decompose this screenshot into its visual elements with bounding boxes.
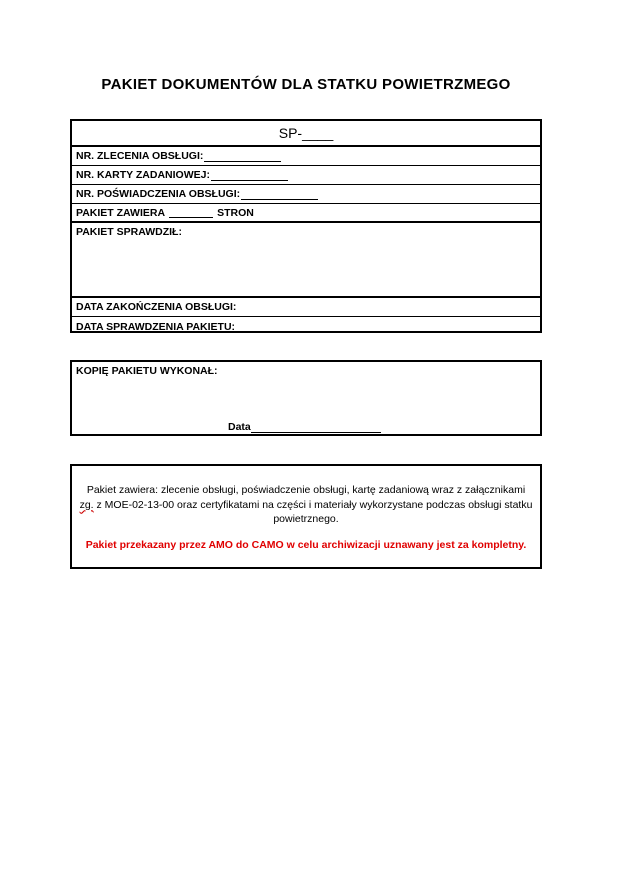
copy-date-row bbox=[228, 421, 381, 433]
info-section-box bbox=[70, 464, 542, 569]
package-check-date-label: DATA SPRAWDZENIA PAKIETU: bbox=[76, 320, 236, 333]
package-contains-label: PAKIET ZAWIERA bbox=[76, 206, 166, 219]
document-title: PAKIET DOKUMENTÓW DLA STATKU POWIETRZMEGO bbox=[101, 76, 511, 93]
pages-suffix-label: STRON bbox=[217, 206, 254, 219]
checked-by-label: PAKIET SPRAWDZIŁ: bbox=[76, 226, 182, 238]
service-order-field[interactable] bbox=[204, 151, 281, 162]
service-certificate-label: NR. POŚWIADCZENIA OBSŁUGI: bbox=[76, 188, 241, 200]
info-text-part1: Pakiet zawiera: zlecenie obsługi, poświadczenie obsługi, kartę zadaniową wraz z załącznikami bbox=[86, 484, 526, 496]
task-card-label: NR. KARTY ZADANIOWEJ: bbox=[76, 169, 210, 181]
copy-date-label: Data bbox=[228, 421, 251, 433]
task-card-field[interactable] bbox=[211, 170, 288, 181]
info-text bbox=[76, 483, 536, 527]
service-end-date-label: DATA ZAKOŃCZENIA OBSŁUGI: bbox=[76, 301, 237, 313]
task-card-row bbox=[72, 166, 540, 185]
service-certificate-field[interactable] bbox=[241, 189, 318, 200]
package-check-date-row[interactable] bbox=[72, 317, 540, 336]
service-end-date-row[interactable] bbox=[72, 298, 540, 317]
pages-count-field[interactable] bbox=[169, 207, 213, 218]
copy-date-field[interactable] bbox=[251, 422, 381, 433]
sp-number[interactable]: SP-____ bbox=[72, 121, 540, 147]
service-order-row bbox=[72, 147, 540, 166]
service-certificate-row bbox=[72, 185, 540, 204]
zg-abbreviation: zg. bbox=[79, 498, 94, 511]
service-order-label: NR. ZLECENIA OBSŁUGI: bbox=[76, 150, 204, 162]
archive-note: Pakiet przekazany przez AMO do CAMO w celu archiwizacji uznawany jest za kompletny. bbox=[85, 539, 527, 551]
checked-by-row[interactable] bbox=[72, 223, 540, 298]
package-pages-row bbox=[72, 204, 540, 223]
info-text-part2: z MOE-02-13-00 oraz certyfikatami na części i materiały wykorzystane podczas obsługi statku powietrznego. bbox=[93, 498, 533, 525]
copy-made-by-label: KOPIĘ PAKIETU WYKONAŁ: bbox=[76, 365, 218, 377]
copy-section-box bbox=[70, 360, 542, 436]
main-form-box bbox=[70, 119, 542, 333]
